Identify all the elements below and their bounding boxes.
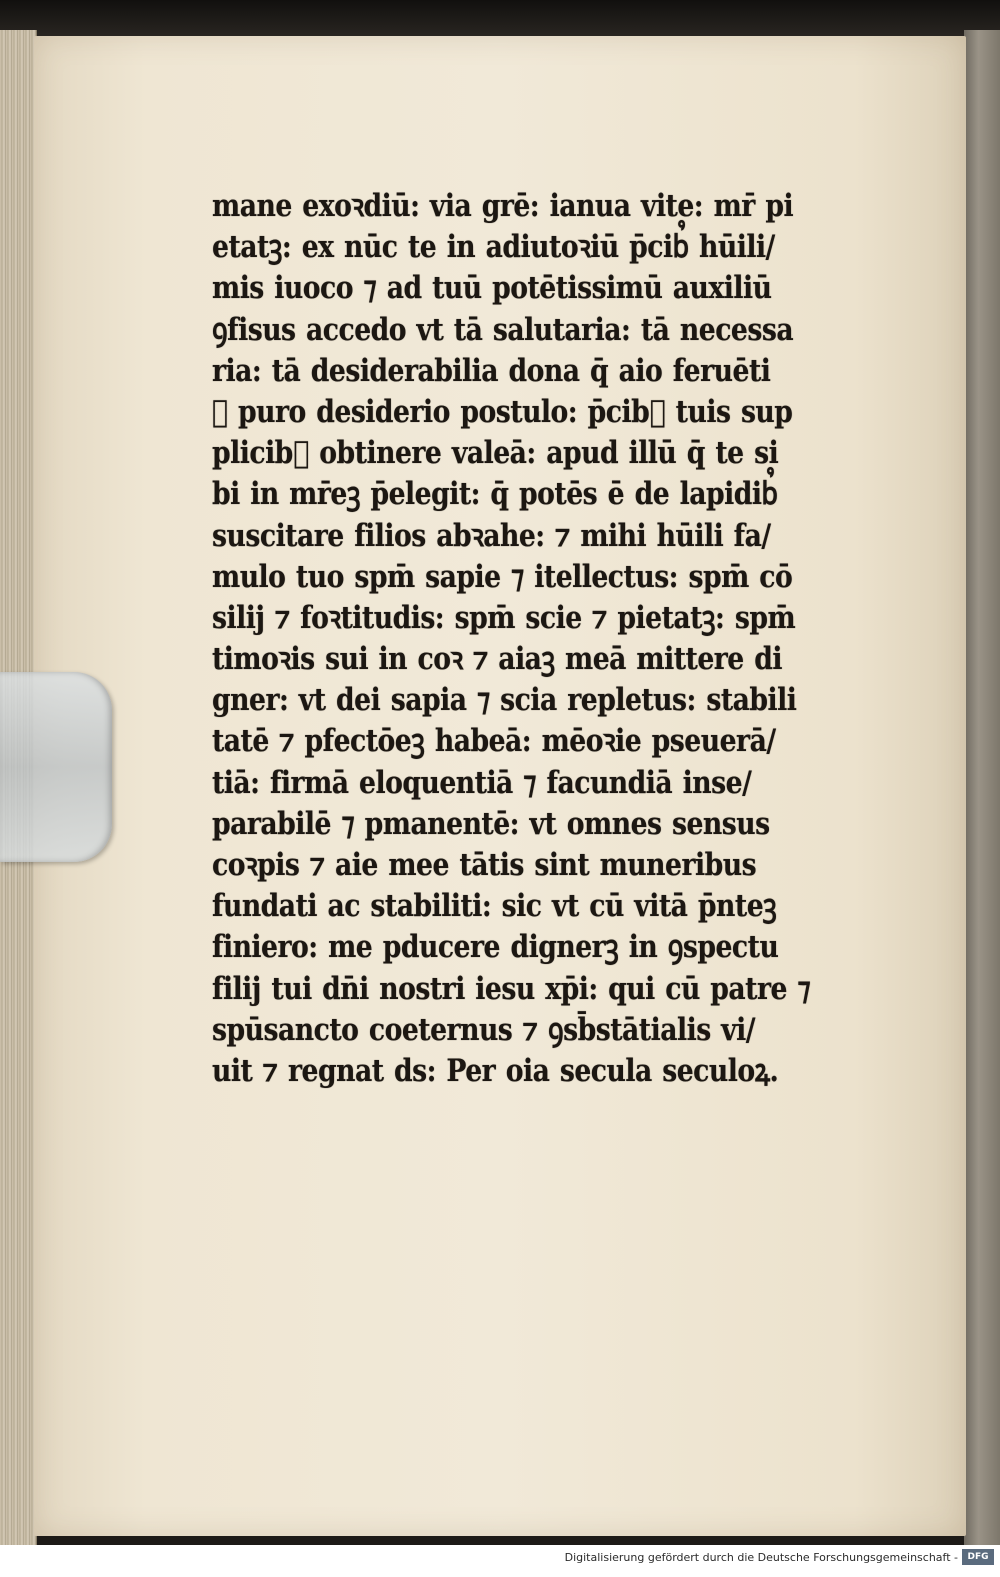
text-line-18: fundati ac stabiliti: sic vt cū vitā p̄nteꝫ [212,888,777,925]
text-line-14: tatē ⁊ pfectōeꝫ habeā: mēoꝛie pseuerā/ [212,723,776,760]
text-line-16: parabilē ⁊ pmanentē: vt omnes sensus [212,805,770,842]
text-line-20: filij tui dn̄i nostri iesu xp̄i: qui cū patre ⁊ [212,970,811,1007]
text-line-8: bi in mr̄eꝫ p̄elegit: q̄ potēs ē de lapidib᷒ [212,476,778,513]
text-line-17: coꝛpis ⁊ aie mee tātis sint muneribus [212,847,757,883]
text-line-4: ꝯfisus accedo vt tā salutaria: tā necessa [212,311,794,348]
text-line-19: finiero: me pducere dignerꝫ in ꝯspectu [212,929,779,966]
text-line-2: etatꝫ: ex nūc te in adiutoꝛiū p̄cib᷒ hūili/ [212,229,775,266]
text-block [212,186,892,1092]
text-line-7: plicib᷒ obtinere valeā: apud illū q̄ te si [212,435,779,472]
text-line-13: gner: vt dei sapia ⁊ scia repletus: stabili [212,682,797,719]
text-line-12: timoꝛis sui in coꝛ ⁊ aiaꝫ meā mittere di [212,641,782,678]
dfg-logo: DFG [962,1549,994,1565]
funding-credit: Digitalisierung gefördert durch die Deutsche Forschungsgemeinschaft - [564,1551,958,1564]
text-line-6: ⁊ puro desiderio postulo: p̄cib᷒ tuis sup [212,393,793,430]
book-clip [0,672,112,862]
scan-background-top [0,0,1000,38]
text-line-21: spūsancto coeternus ⁊ ꝯsb̄stātialis vi/ [212,1011,755,1048]
text-line-15: tiā: firmā eloquentiā ⁊ facundiā inse/ [212,764,752,801]
text-line-10: mulo tuo spm̄ sapie ⁊ itellectus: spm̄ cō [212,558,793,595]
text-line-11: silij ⁊ foꝛtitudis: spm̄ scie ⁊ pietatꝫ: spm̄ [212,599,796,636]
text-line-9: suscitare filios abꝛahe: ⁊ mihi hūili fa/ [212,517,771,554]
book-cover-edge-right [964,30,1000,1545]
text-line-1: mane exoꝛdiū: via grē: ianua vite: mr̄ pi [212,188,794,224]
text-line-5: ria: tā desiderabilia dona q̄ aio feruēti [212,352,771,389]
text-line-3: mis iuoco ⁊ ad tuū potētissimū auxiliū [212,270,772,307]
text-line-22: uit ⁊ regnat ds: Per oia secula seculoꝝ. [212,1052,779,1089]
